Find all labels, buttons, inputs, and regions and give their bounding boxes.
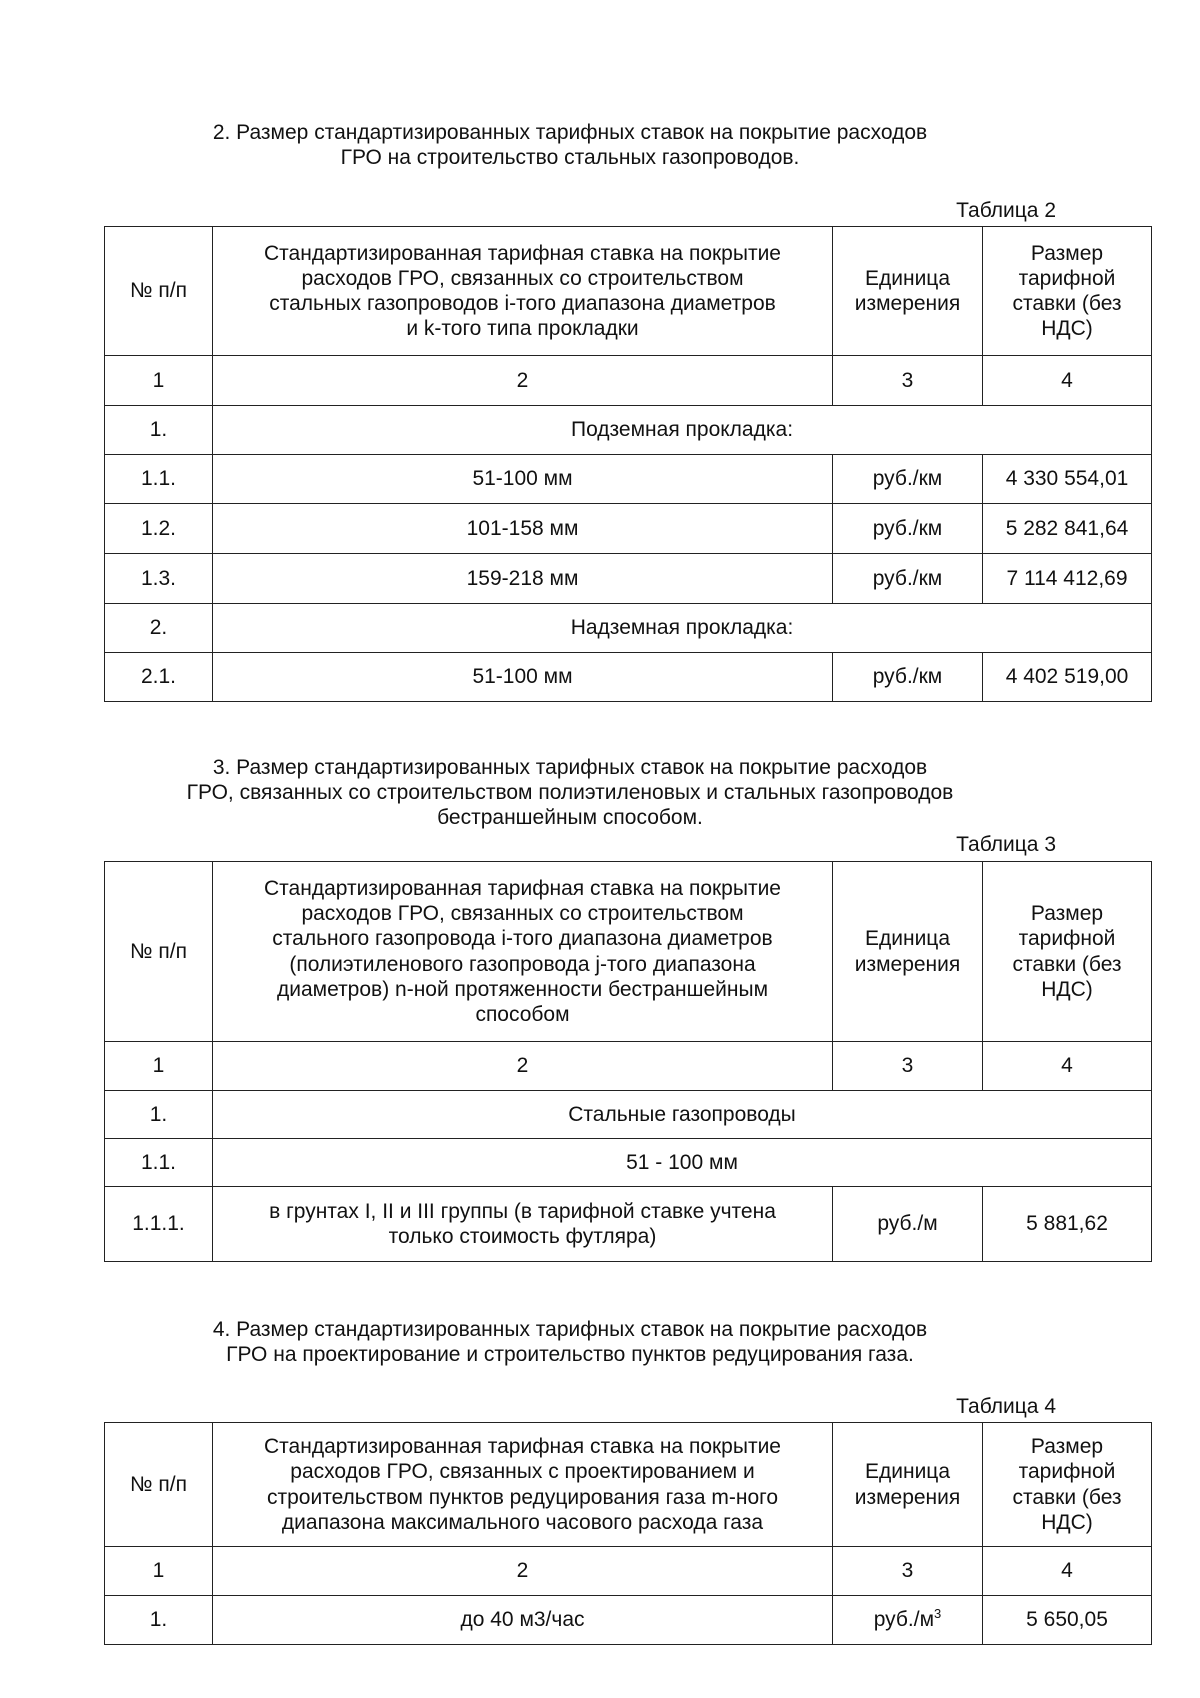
colnum-4: 4 xyxy=(983,1042,1152,1091)
table-4-caption: Таблица 4 xyxy=(956,1395,1056,1418)
table-header-row xyxy=(105,227,1152,356)
row-num: 1. xyxy=(105,1091,213,1139)
header-num: № п/п xyxy=(105,862,213,1042)
row-rate: 5 650,05 xyxy=(983,1596,1152,1645)
header-desc: Стандартизированная тарифная ставка на покрытие расходов ГРО, связанных со строительством стальных газопроводов i-того диапазона диаметров и k-того типа прокладки xyxy=(213,227,833,356)
row-num: 1.1. xyxy=(105,1139,213,1187)
row-desc: 159-218 мм xyxy=(213,554,833,604)
row-rate: 4 402 519,00 xyxy=(983,653,1152,702)
colnum-2: 2 xyxy=(213,1042,833,1091)
table-row xyxy=(105,604,1152,653)
row-unit: руб./км xyxy=(833,653,983,702)
section-4-title: 4. Размер стандартизированных тарифных ставок на покрытие расходов ГРО на проектирование и строительство пунктов редуцирования газа. xyxy=(212,1318,928,1367)
row-desc: 51-100 мм xyxy=(213,653,833,702)
table-2-caption: Таблица 2 xyxy=(956,199,1056,222)
row-group-label: Надземная прокладка: xyxy=(213,604,1152,653)
header-rate: Размер тарифной ставки (без НДС) xyxy=(983,862,1152,1042)
table-row xyxy=(105,1139,1152,1187)
table-3-caption: Таблица 3 xyxy=(956,833,1056,856)
table-row xyxy=(105,504,1152,554)
row-unit: руб./м xyxy=(833,1187,983,1262)
header-unit: Единица измерения xyxy=(833,227,983,356)
colnum-1: 1 xyxy=(105,1547,213,1596)
section-2-title: 2. Размер стандартизированных тарифных ставок на покрытие расходов ГРО на строительство стальных газопроводов. xyxy=(212,121,928,170)
row-group-label: Стальные газопроводы xyxy=(213,1091,1152,1139)
row-unit xyxy=(833,1596,983,1645)
table-row xyxy=(105,406,1152,455)
table-header-row xyxy=(105,1423,1152,1547)
column-number-row xyxy=(105,356,1152,406)
header-rate: Размер тарифной ставки (без НДС) xyxy=(983,227,1152,356)
table-3 xyxy=(104,861,1152,1262)
table-row xyxy=(105,1091,1152,1139)
header-desc: Стандартизированная тарифная ставка на покрытие расходов ГРО, связанных со строительством стального газопровода i-того диапазона диаметров (полиэтиленового газопровода j-того диапазона диаметров) n-ной протяженности бестраншейным способом xyxy=(213,862,833,1042)
row-unit: руб./км xyxy=(833,455,983,504)
colnum-3: 3 xyxy=(833,1547,983,1596)
table-row xyxy=(105,1187,1152,1262)
header-desc: Стандартизированная тарифная ставка на покрытие расходов ГРО, связанных с проектированием и строительством пунктов редуцирования газа m-ного диапазона максимального часового расхода газа xyxy=(213,1423,833,1547)
row-rate: 4 330 554,01 xyxy=(983,455,1152,504)
table-row xyxy=(105,653,1152,702)
row-group-label: Подземная прокладка: xyxy=(213,406,1152,455)
colnum-4: 4 xyxy=(983,1547,1152,1596)
column-number-row xyxy=(105,1042,1152,1091)
row-rate: 5 282 841,64 xyxy=(983,504,1152,554)
row-num: 1.1.1. xyxy=(105,1187,213,1262)
colnum-2: 2 xyxy=(213,356,833,406)
colnum-2: 2 xyxy=(213,1547,833,1596)
row-rate: 5 881,62 xyxy=(983,1187,1152,1262)
unit-superscript: 3 xyxy=(934,1606,942,1622)
colnum-4: 4 xyxy=(983,356,1152,406)
table-row xyxy=(105,554,1152,604)
unit-text: руб./м xyxy=(873,1608,935,1632)
row-num: 2.1. xyxy=(105,653,213,702)
row-unit: руб./км xyxy=(833,504,983,554)
header-unit: Единица измерения xyxy=(833,862,983,1042)
table-header-row xyxy=(105,862,1152,1042)
colnum-1: 1 xyxy=(105,1042,213,1091)
header-num: № п/п xyxy=(105,227,213,356)
colnum-3: 3 xyxy=(833,356,983,406)
row-num: 1.2. xyxy=(105,504,213,554)
row-group-label: 51 - 100 мм xyxy=(213,1139,1152,1187)
row-num: 2. xyxy=(105,604,213,653)
row-desc: 51-100 мм xyxy=(213,455,833,504)
column-number-row xyxy=(105,1547,1152,1596)
section-3-title: 3. Размер стандартизированных тарифных ставок на покрытие расходов ГРО, связанных со строительством полиэтиленовых и стальных газопроводов бестраншейным способом. xyxy=(186,756,954,830)
table-4 xyxy=(104,1422,1152,1645)
row-rate: 7 114 412,69 xyxy=(983,554,1152,604)
row-desc: до 40 м3/час xyxy=(213,1596,833,1645)
table-row xyxy=(105,1596,1152,1645)
row-num: 1.1. xyxy=(105,455,213,504)
row-num: 1. xyxy=(105,1596,213,1645)
row-unit: руб./км xyxy=(833,554,983,604)
row-desc: 101-158 мм xyxy=(213,504,833,554)
colnum-3: 3 xyxy=(833,1042,983,1091)
table-row xyxy=(105,455,1152,504)
table-2 xyxy=(104,226,1152,702)
row-num: 1.3. xyxy=(105,554,213,604)
header-unit: Единица измерения xyxy=(833,1423,983,1547)
row-desc: в грунтах I, II и III группы (в тарифной ставке учтена только стоимость футляра) xyxy=(213,1187,833,1262)
header-rate: Размер тарифной ставки (без НДС) xyxy=(983,1423,1152,1547)
colnum-1: 1 xyxy=(105,356,213,406)
row-num: 1. xyxy=(105,406,213,455)
header-num: № п/п xyxy=(105,1423,213,1547)
